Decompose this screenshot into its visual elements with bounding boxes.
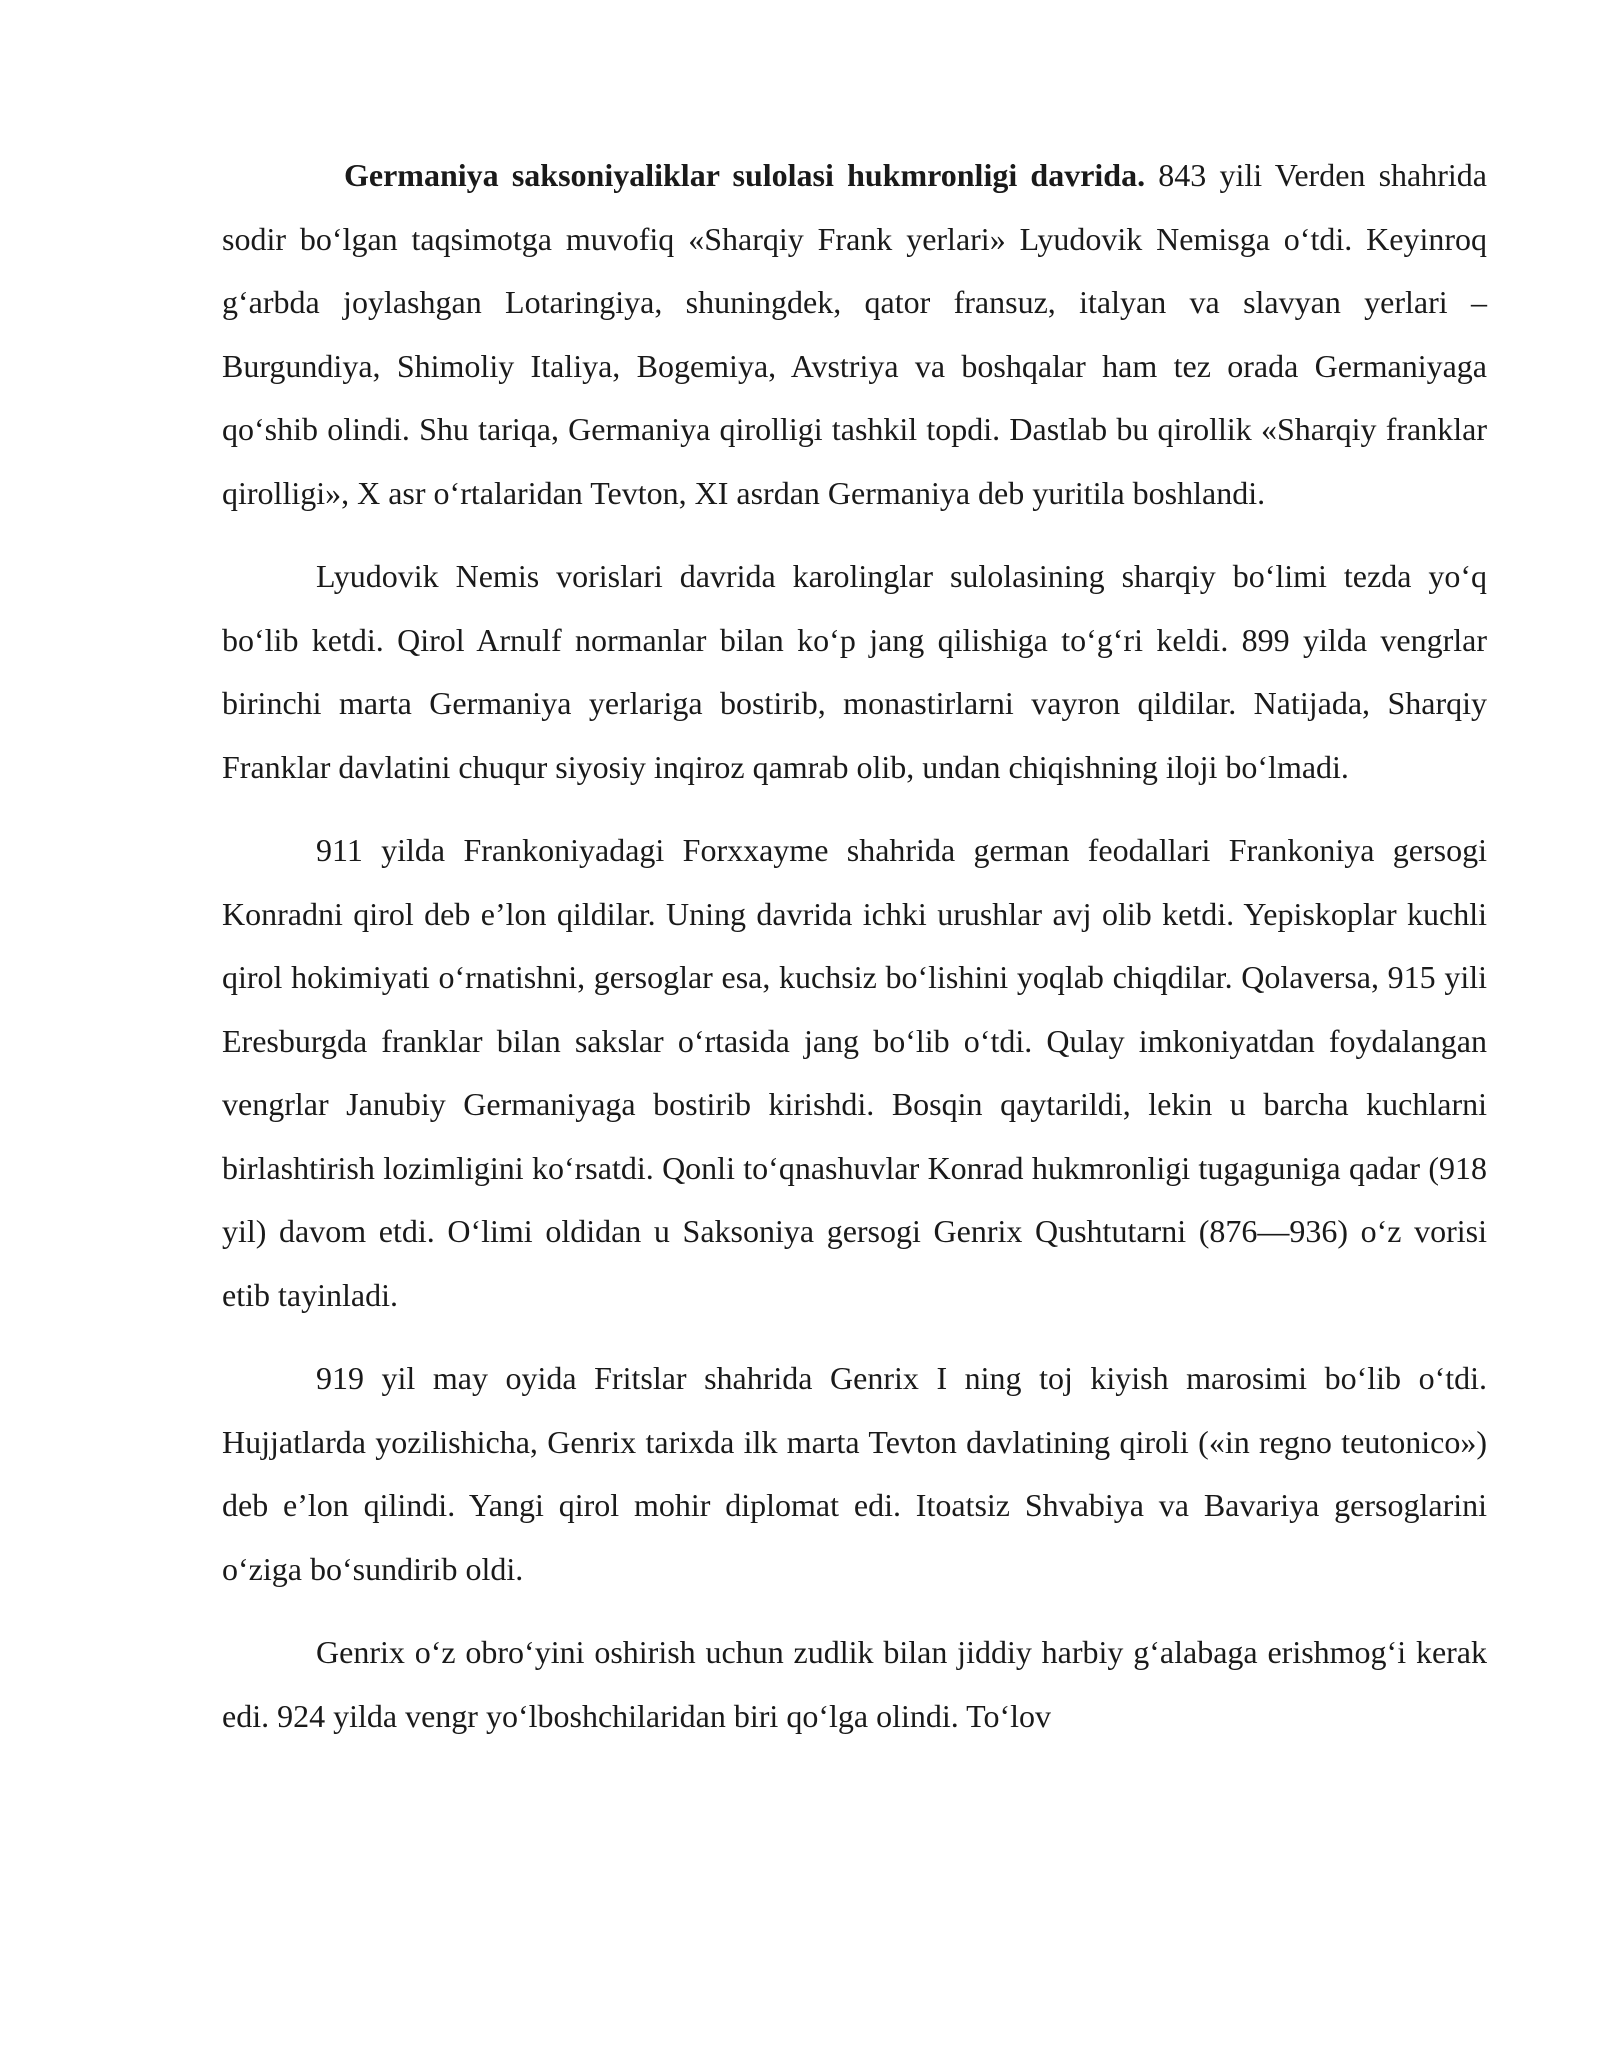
paragraph-1-text: 843 yili Verden shahrida sodir bo‘lgan taqsimotga muvofiq «Sharqiy Frank yerlari» Lyudovik Nemisga o‘tdi. Keyinroq g‘arbda joylashgan Lotaringiya, shuningdek, qator fransuz, italyan va slavyan yerlari – Burgundiya, Shimoliy Italiya, Bogemiya, Avstriya va boshqalar ham tez orada Germaniyaga qo‘shib olindi. Shu tariqa, Germaniya qirolligi tashkil topdi. Dastlab bu qirollik «Sharqiy franklar qirolligi», X asr o‘rtalaridan Tevton, XI asrdan Germaniya deb yuritila boshlandi. [222,157,1488,511]
paragraph-2: Lyudovik Nemis vorislari davrida karolinglar sulolasining sharqiy bo‘limi tezda yo‘q bo‘lib ketdi. Qirol Arnulf normanlar bilan ko‘p jang qilishiga to‘g‘ri keldi. 899 yilda vengrlar birinchi marta Germaniya yerlariga bostirib, monastirlarni vayron qildilar. Natijada, Sharqiy Franklar davlatini chuqur siyosiy inqiroz qamrab olib, undan chiqishning iloji bo‘lmadi. [222,558,1487,785]
document-body [222,144,1487,1768]
paragraph-5: Genrix o‘z obro‘yini oshirish uchun zudlik bilan jiddiy harbiy g‘alabaga erishmog‘i kerak edi. 924 yilda vengr yo‘lboshchilaridan biri qo‘lga olindi. To‘lov [222,1634,1487,1734]
paragraph-4: 919 yil may oyida Fritslar shahrida Genrix I ning toj kiyish marosimi bo‘lib o‘tdi. Hujjatlarda yozilishicha, Genrix tarixda ilk marta Tevton davlatining qiroli («in regno teutonico») deb e’lon qilindi. Yangi qirol mohir diplomat edi. Itoatsiz Shvabiya va Bavariya gersoglarini o‘ziga bo‘sundirib oldi. [222,1360,1487,1587]
section-heading: Germaniya saksoniyaliklar sulolasi hukmronligi davrida. [344,157,1146,193]
paragraph-3: 911 yilda Frankoniyadagi Forxxayme shahrida german feodallari Frankoniya gersogi Konradni qirol deb e’lon qildilar. Uning davrida ichki urushlar avj olib ketdi. Yepiskoplar kuchli qirol hokimiyati o‘rnatishni, gersoglar esa, kuchsiz bo‘lishini yoqlab chiqdilar. Qolaversa, 915 yili Eresburgda franklar bilan sakslar o‘rtasida jang bo‘lib o‘tdi. Qulay imkoniyatdan foydalangan vengrlar Janubiy Germaniyaga bostirib kirishdi. Bosqin qaytarildi, lekin u barcha kuchlarni birlashtirish lozimligini ko‘rsatdi. Qonli to‘qnashuvlar Konrad hukmronligi tugaguniga qadar (918 yil) davom etdi. O‘limi oldidan u Saksoniya gersogi Genrix Qushtutarni (876—936) o‘z vorisi etib tayinladi. [222,832,1487,1313]
paragraph-1 [222,144,1487,525]
